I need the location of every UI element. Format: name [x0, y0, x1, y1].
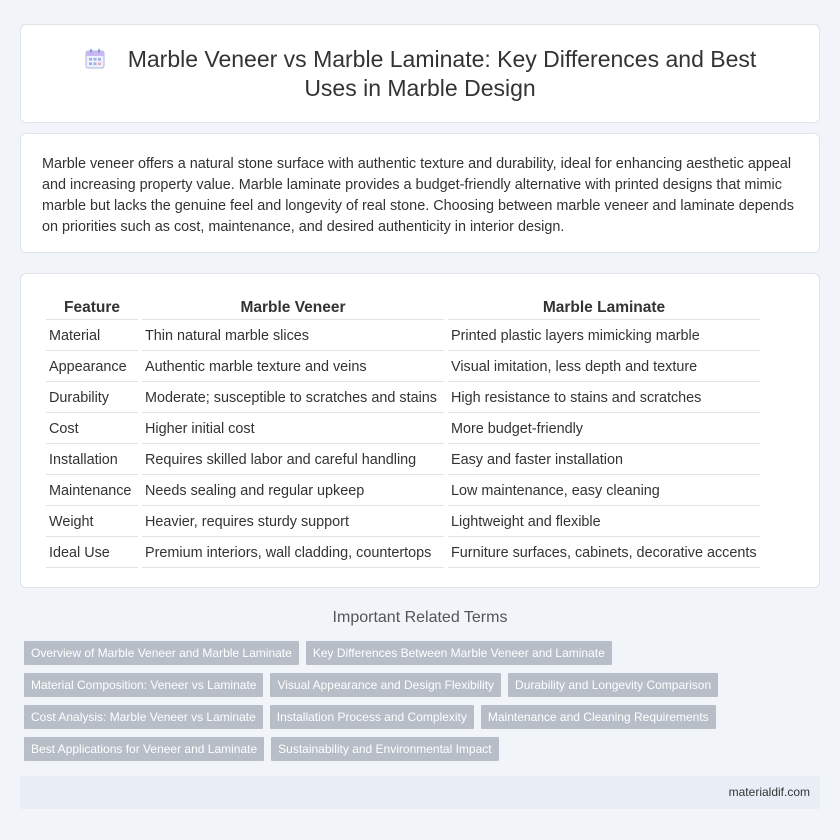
laminate-cell: Visual imitation, less depth and texture: [448, 353, 760, 382]
related-term-tag[interactable]: Cost Analysis: Marble Veneer vs Laminate: [24, 705, 263, 729]
laminate-cell: High resistance to stains and scratches: [448, 384, 760, 413]
table-row: [46, 353, 760, 382]
table-row: [46, 415, 760, 444]
column-header-feature: Feature: [46, 296, 138, 320]
related-terms-heading: Important Related Terms: [332, 609, 508, 626]
table-row: [46, 477, 760, 506]
tag-row: [24, 737, 824, 761]
feature-cell: Installation: [46, 446, 138, 475]
related-term-tag[interactable]: Best Applications for Veneer and Laminate: [24, 737, 264, 761]
tag-row: [24, 705, 824, 729]
veneer-cell: Heavier, requires sturdy support: [142, 508, 444, 537]
laminate-cell: Printed plastic layers mimicking marble: [448, 322, 760, 351]
laminate-cell: Lightweight and flexible: [448, 508, 760, 537]
related-term-tag[interactable]: Material Composition: Veneer vs Laminate: [24, 673, 263, 697]
veneer-cell: Thin natural marble slices: [142, 322, 444, 351]
comparison-table: [42, 294, 764, 570]
laminate-cell: More budget-friendly: [448, 415, 760, 444]
table-header-row: [46, 296, 760, 320]
table-row: [46, 384, 760, 413]
feature-cell: Appearance: [46, 353, 138, 382]
table-row: [46, 446, 760, 475]
veneer-cell: Authentic marble texture and veins: [142, 353, 444, 382]
intro-card: [20, 133, 820, 253]
feature-cell: Weight: [46, 508, 138, 537]
veneer-cell: Needs sealing and regular upkeep: [142, 477, 444, 506]
header: [21, 45, 819, 103]
footer: [20, 776, 820, 809]
feature-cell: Ideal Use: [46, 539, 138, 568]
laminate-cell: Easy and faster installation: [448, 446, 760, 475]
column-header-laminate: Marble Laminate: [448, 296, 760, 320]
feature-cell: Maintenance: [46, 477, 138, 506]
related-term-tag[interactable]: Key Differences Between Marble Veneer and Laminate: [306, 641, 612, 665]
related-term-tag[interactable]: Maintenance and Cleaning Requirements: [481, 705, 716, 729]
footer-site-link[interactable]: materialdif.com: [728, 785, 810, 799]
page-title: Marble Veneer vs Marble Laminate: Key Differences and Best Uses in Marble Design: [127, 46, 757, 101]
table-row: [46, 508, 760, 537]
tag-row: [24, 641, 824, 665]
feature-cell: Cost: [46, 415, 138, 444]
laminate-cell: Furniture surfaces, cabinets, decorative accents: [448, 539, 760, 568]
comparison-card: [20, 273, 820, 588]
related-terms-list: [24, 641, 824, 769]
veneer-cell: Requires skilled labor and careful handling: [142, 446, 444, 475]
feature-cell: Durability: [46, 384, 138, 413]
feature-cell: Material: [46, 322, 138, 351]
related-term-tag[interactable]: Installation Process and Complexity: [270, 705, 474, 729]
related-term-tag[interactable]: Sustainability and Environmental Impact: [271, 737, 498, 761]
column-header-veneer: Marble Veneer: [142, 296, 444, 320]
calendar-icon: [84, 48, 106, 70]
table-row: [46, 322, 760, 351]
table-row: [46, 539, 760, 568]
header-card: [20, 24, 820, 123]
related-term-tag[interactable]: Visual Appearance and Design Flexibility: [270, 673, 501, 697]
tag-row: [24, 673, 824, 697]
related-term-tag[interactable]: Overview of Marble Veneer and Marble Laminate: [24, 641, 299, 665]
veneer-cell: Premium interiors, wall cladding, countertops: [142, 539, 444, 568]
veneer-cell: Higher initial cost: [142, 415, 444, 444]
intro-paragraph: Marble veneer offers a natural stone surface with authentic texture and durability, ideal for enhancing aesthetic appeal and increasing property value. Marble laminate provides a budget-friendly alternative with printed designs that mimic marble but lacks the genuine feel and longevity of real stone. Choosing between marble veneer and laminate depends on priorities such as cost, maintenance, and desired authenticity in interior design.: [42, 156, 794, 235]
veneer-cell: Moderate; susceptible to scratches and stains: [142, 384, 444, 413]
laminate-cell: Low maintenance, easy cleaning: [448, 477, 760, 506]
related-term-tag[interactable]: Durability and Longevity Comparison: [508, 673, 718, 697]
